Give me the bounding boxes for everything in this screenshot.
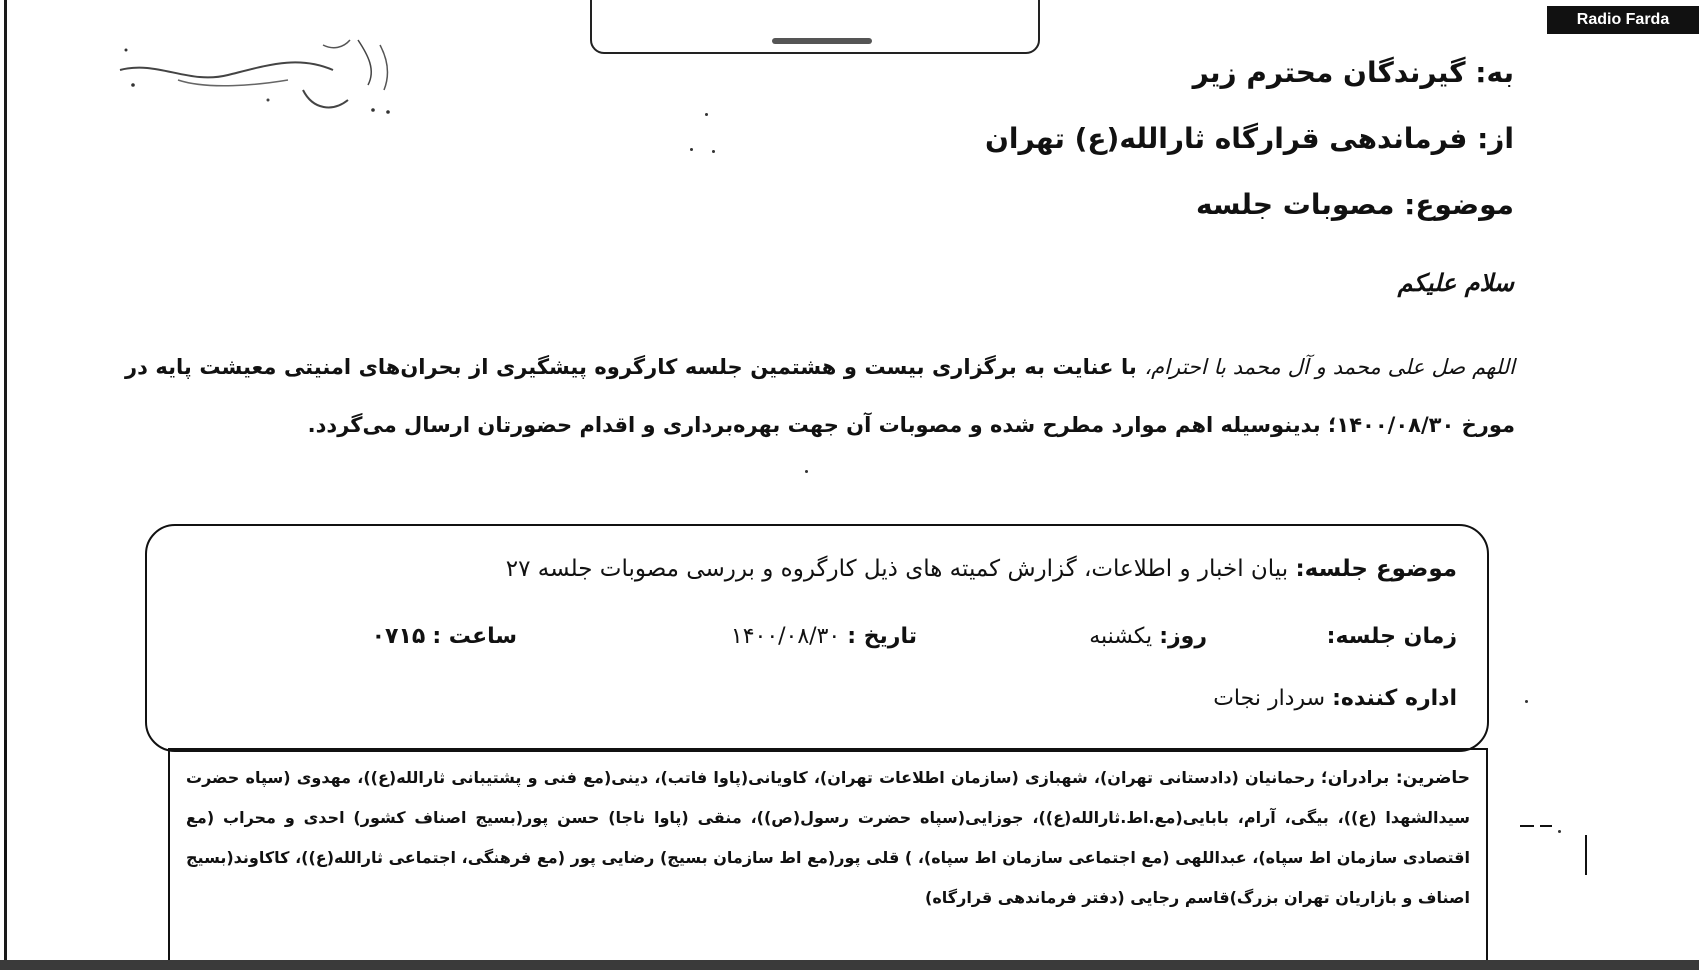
sender-line: از: فرماندهی قرارگاه ثارالله(ع) تهران [984, 122, 1514, 155]
meeting-chair-row [1213, 686, 1457, 711]
hour-value: ۰۷۱۵ [371, 624, 426, 649]
scan-speck [690, 148, 693, 151]
participants-box [168, 748, 1488, 960]
scan-speck [805, 470, 808, 473]
scan-edge-mark [1540, 825, 1552, 827]
scan-edge-mark [4, 840, 7, 880]
scan-edge-mark [1585, 835, 1587, 875]
meeting-topic-value: بیان اخبار و اطلاعات، گزارش کمیته های ذیل کارگروه و بررسی مصوبات جلسه ۲۷ [505, 556, 1289, 582]
recipient-line: به: گیرندگان محترم زیر [1192, 56, 1514, 89]
meeting-topic-label: موضوع جلسه: [1295, 556, 1457, 582]
day-label: روز: [1159, 624, 1207, 649]
header-stamp-box [590, 0, 1040, 54]
viewer-bottom-bar [0, 960, 1699, 970]
scan-edge-mark [1520, 825, 1534, 827]
scan-speck [1525, 700, 1528, 703]
meeting-time-label: زمان جلسه: [1326, 624, 1457, 649]
scan-speck [712, 150, 715, 153]
chair-label: اداره کننده: [1332, 686, 1457, 711]
hour-label: ساعت : [432, 624, 517, 649]
meeting-time-row [177, 624, 1457, 660]
date-label: تاریخ : [847, 624, 917, 649]
participants-list: رحمانیان (دادستانی تهران)، شهبازی (سازمان اطلاعات تهران)، کاویانی(پاوا فاتب)، دینی(مع فنی و پشتیبانی ثارالله(ع))، مهدوی (سپاه حضرت سیدالشهدا (ع))، بیگی، آرام، بابایی(مع.اط.ثارالله(ع))، جوزایی(سپاه حضرت رسول(ص))، منقی (پاوا ناجا) حسن پور(بسیج اصناف کشور) احدی و محراب (مع اقتصادی سازمان اط سپاه)، عبداللهی (مع اجتماعی سازمان اط سپاه)، ) قلی پور(مع اط سازمان بسیج) رضایی پور (مع فرهنگی، اجتماعی ثارالله(ع))، کاکاوند(بسیج اصناف و بازاریان تهران بزرگ)قاسم رجایی (دفتر فرماندهی قرارگاه) [186, 768, 1470, 907]
chair-value: سردار نجات [1213, 686, 1326, 711]
day-value: یکشنبه [1089, 624, 1153, 649]
meeting-day [1089, 624, 1207, 649]
scan-edge-mark [4, 740, 7, 770]
scan-speck [1558, 830, 1561, 833]
subject-line: موضوع: مصوبات جلسه [1195, 188, 1514, 221]
scan-edge-line [4, 0, 7, 960]
cropped-stamp-text [772, 38, 872, 44]
body-paragraph: با عنایت به برگزاری بیست و هشتمین جلسه کارگروه پیشگیری از بحران‌های امنیتی معیشت پایه در مورخ ۱۴۰۰/۰۸/۳۰؛ بدینوسیله اهم موارد مطرح شده و مصوبات آن جهت بهره‌برداری و اقدام حضورتان ارسال می‌گردد. [125, 355, 1515, 437]
body-handwritten-opening: اللهم صل علی محمد و آل محمد با احترام، [1144, 355, 1515, 379]
radio-farda-watermark: Radio Farda [1547, 6, 1699, 34]
meeting-date [731, 624, 917, 649]
meeting-topic-row [506, 556, 1457, 582]
greeting-handwritten: سلام علیکم [1397, 268, 1514, 297]
date-value: ۱۴۰۰/۰۸/۳۰ [730, 624, 841, 649]
handwritten-signature [118, 30, 408, 125]
scan-speck [705, 113, 708, 116]
meeting-hour [372, 624, 517, 649]
letter-body [125, 338, 1515, 454]
participants-label: حاضرین: برادران؛ [1320, 768, 1471, 788]
meeting-info-box [145, 524, 1489, 752]
